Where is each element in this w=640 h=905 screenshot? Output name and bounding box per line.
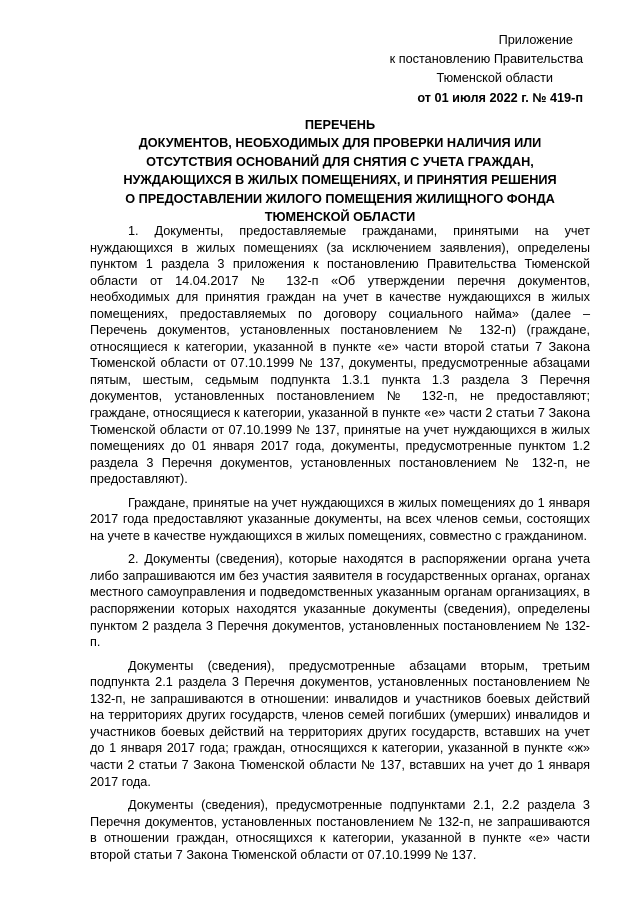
appendix-label: Приложение (498, 33, 573, 47)
appendix-header (303, 31, 583, 108)
paragraph: Граждане, принятые на учет нуждающихся в жилых помещениях до 1 января 2017 года предоставляют указанные документы, на всех членов семьи, состоящих на учете в качестве нуждающихся в жилых помещениях, совместно с гражданином. (90, 495, 590, 543)
appendix-region: Тюменской области (436, 71, 553, 86)
paragraph: 2. Документы (сведения), которые находятся в распоряжении органа учета либо запрашиваются им без участия заявителя в государственных органах, органах местного самоуправления и подведомственных указанным органам организациях, в распоряжении которых находятся указанные документы (сведения), определены пунктом 2 раздела 3 Перечня документов, установленных постановлением № 132-п. (90, 552, 590, 650)
title-line: О ПРЕДОСТАВЛЕНИИ ЖИЛОГО ПОМЕЩЕНИЯ ЖИЛИЩНОГО ФОНДА (125, 191, 555, 206)
title-line: ДОКУМЕНТОВ, НЕОБХОДИМЫХ ДЛЯ ПРОВЕРКИ НАЛИЧИЯ ИЛИ (138, 136, 542, 151)
title-line: ТЮМЕНСКОЙ ОБЛАСТИ (264, 210, 416, 225)
appendix-resolution-ref: к постановлению Правительства (389, 52, 583, 67)
title-line: ОТСУТСТВИЯ ОСНОВАНИЙ ДЛЯ СНЯТИЯ С УЧЕТА ГРАЖДАН, (146, 154, 534, 169)
paragraph: Документы (сведения), предусмотренные подпунктами 2.1, 2.2 раздела 3 Перечня документов, установленных постановлением № 132-п, не запрашиваются в отношении граждан, относящихся к категории, указанной в пункте «е» части второй статьи 7 Закона Тюменской области от 07.10.1999 № 137. (90, 798, 590, 862)
title-line: НУЖДАЮЩИХСЯ В ЖИЛЫХ ПОМЕЩЕНИЯХ, И ПРИНЯТИЯ РЕШЕНИЯ (123, 173, 557, 188)
title-line: ПЕРЕЧЕНЬ (304, 118, 376, 132)
paragraph: 1. Документы, предоставляемые гражданами, принятыми на учет нуждающихся в жилых помещениях (за исключением заявления), определены пунктом 1 раздела 3 приложения к постановлению Правительства Тюменской области от 14.04.2017 № 132-п «Об утверждении перечня документов, необходимых для принятия граждан на учет в качестве нуждающихся в жилых помещениях, предоставляемых по договору социального найма» (далее – Перечень документов, установленных постановлением № 132-п) (граждане, относящиеся к категории, указанной в пункте «е» части второй статьи 7 Закона Тюменской области от 07.10.1999 № 137, документы, предусмотренные абзацами пятым, шестым, седьмым подпункта 1.3.1 пункта 1.3 раздела 3 Перечня документов, установленных постановлением № 132-п, не предоставляют; граждане, относящиеся к категории, указанной в пункте «е» части 2 статьи 7 Закона Тюменской области от 07.10.1999 № 137, принятые на учет нуждающихся в жилых помещениях до 01 января 2017 года, документы, предусмотренные пунктом 1.2 раздела 3 Перечня документов, установленных постановлением № 132-п, не предоставляют). (90, 224, 590, 487)
paragraph: Документы (сведения), предусмотренные абзацами вторым, третьим подпункта 2.1 раздела 3 Перечня документов, установленных постановлением № 132-п, не запрашиваются в отношении: инвалидов и участников боевых действий на территориях других государств, членов семей погибших (умерших) инвалидов и участников боевых действий на территориях других государств, вставших на учет до 1 января 2017 года; граждан, относящихся к категории, указанной в пункте «ж» части 2 статьи 7 Закона Тюменской области № 137, вставших на учет до 1 января 2017 года. (90, 658, 590, 789)
document-body (90, 223, 590, 870)
appendix-date-number: от 01 июля 2022 г. № 419-п (417, 90, 583, 105)
document-title (90, 116, 590, 226)
